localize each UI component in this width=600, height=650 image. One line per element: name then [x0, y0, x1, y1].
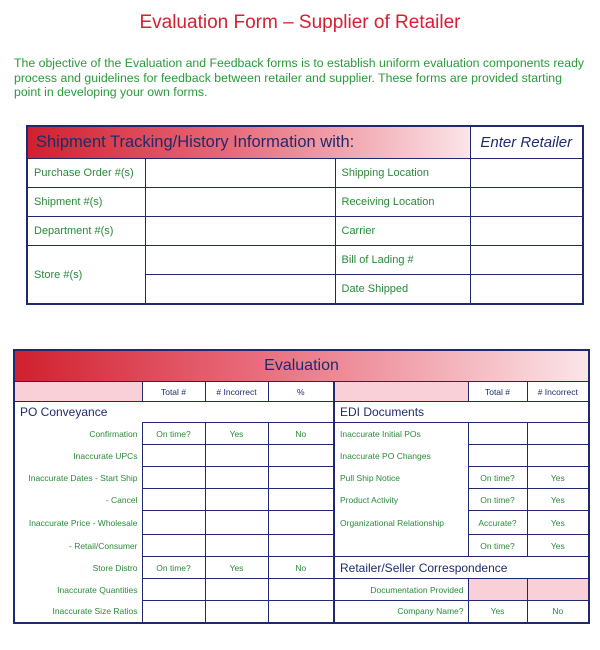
right-total-header: Total #: [468, 382, 527, 402]
size-ratios-incorrect[interactable]: [205, 601, 268, 623]
size-ratios-label: Inaccurate Size Ratios: [14, 601, 142, 623]
department-label: Department #(s): [27, 217, 145, 246]
shipping-location-label: Shipping Location: [335, 159, 470, 188]
intro-paragraph: The objective of the Evaluation and Feedback forms is to establish uniform evaluation components ready process and guidelines for feedback between retailer and supplier. These forms are provided starting point in developing your own forms.: [14, 56, 585, 99]
pull-ship-notice-label: Pull Ship Notice: [334, 467, 468, 489]
initial-pos-total[interactable]: [468, 423, 527, 445]
store-distro-incorrect[interactable]: Yes: [205, 557, 268, 579]
price-wholesale-label: Inaccurate Price - Wholesale: [14, 511, 142, 535]
org-relationship-label: Organizational Relationship: [334, 511, 468, 535]
carrier-label: Carrier: [335, 217, 470, 246]
org-relationship-incorrect[interactable]: Yes: [527, 511, 589, 535]
shipment-number-field[interactable]: [145, 188, 335, 217]
price-wholesale-pct[interactable]: [268, 511, 334, 535]
start-ship-label: Inaccurate Dates - Start Ship: [14, 467, 142, 489]
confirmation-incorrect[interactable]: Yes: [205, 423, 268, 445]
company-name-total[interactable]: Yes: [468, 601, 527, 623]
correspondence-heading: Retailer/Seller Correspondence: [334, 557, 589, 579]
inaccurate-upcs-label: Inaccurate UPCs: [14, 445, 142, 467]
inaccurate-upcs-total[interactable]: [142, 445, 205, 467]
left-incorrect-header: # Incorrect: [205, 382, 268, 402]
purchase-order-label: Purchase Order #(s): [27, 159, 145, 188]
bill-of-lading-label: Bill of Lading #: [335, 246, 470, 275]
cancel-total[interactable]: [142, 489, 205, 511]
documentation-provided-total[interactable]: [468, 579, 527, 601]
carrier-field[interactable]: [470, 217, 583, 246]
receiving-location-label: Receiving Location: [335, 188, 470, 217]
store-distro-total[interactable]: On time?: [142, 557, 205, 579]
store-distro-pct[interactable]: No: [268, 557, 334, 579]
enter-retailer-field[interactable]: Enter Retailer: [470, 126, 583, 159]
store-label: Store #(s): [27, 246, 145, 305]
department-field[interactable]: [145, 217, 335, 246]
right-subheader-blank: [334, 382, 468, 402]
start-ship-pct[interactable]: [268, 467, 334, 489]
left-pct-header: %: [268, 382, 334, 402]
price-wholesale-incorrect[interactable]: [205, 511, 268, 535]
product-activity-total[interactable]: On time?: [468, 489, 527, 511]
confirmation-pct[interactable]: No: [268, 423, 334, 445]
pull-ship-notice-incorrect[interactable]: Yes: [527, 467, 589, 489]
left-subheader-blank: [14, 382, 142, 402]
inaccurate-upcs-incorrect[interactable]: [205, 445, 268, 467]
po-changes-total[interactable]: [468, 445, 527, 467]
documentation-provided-incorrect[interactable]: [527, 579, 589, 601]
unlabeled-edi-incorrect[interactable]: Yes: [527, 535, 589, 557]
unlabeled-edi-label: [334, 535, 468, 557]
shipment-number-label: Shipment #(s): [27, 188, 145, 217]
unlabeled-edi-total[interactable]: On time?: [468, 535, 527, 557]
right-incorrect-header: # Incorrect: [527, 382, 589, 402]
shipping-location-field[interactable]: [470, 159, 583, 188]
shipment-header: Shipment Tracking/History Information with:: [27, 126, 470, 159]
start-ship-incorrect[interactable]: [205, 467, 268, 489]
retail-consumer-pct[interactable]: [268, 535, 334, 557]
retail-consumer-total[interactable]: [142, 535, 205, 557]
start-ship-total[interactable]: [142, 467, 205, 489]
purchase-order-field[interactable]: [145, 159, 335, 188]
receiving-location-field[interactable]: [470, 188, 583, 217]
company-name-label: Company Name?: [334, 601, 468, 623]
product-activity-label: Product Activity: [334, 489, 468, 511]
bill-of-lading-field[interactable]: [470, 246, 583, 275]
page-title: Evaluation Form – Supplier of Retailer: [139, 12, 461, 33]
retail-consumer-incorrect[interactable]: [205, 535, 268, 557]
po-changes-label: Inaccurate PO Changes: [334, 445, 468, 467]
inaccurate-quantities-total[interactable]: [142, 579, 205, 601]
cancel-pct[interactable]: [268, 489, 334, 511]
org-relationship-total[interactable]: Accurate?: [468, 511, 527, 535]
edi-documents-heading: EDI Documents: [334, 402, 589, 423]
inaccurate-upcs-pct[interactable]: [268, 445, 334, 467]
po-changes-incorrect[interactable]: [527, 445, 589, 467]
evaluation-header: Evaluation: [14, 350, 589, 382]
size-ratios-pct[interactable]: [268, 601, 334, 623]
po-conveyance-heading: PO Conveyance: [14, 402, 334, 423]
cancel-incorrect[interactable]: [205, 489, 268, 511]
evaluation-table: [13, 349, 590, 624]
inaccurate-quantities-incorrect[interactable]: [205, 579, 268, 601]
confirmation-total[interactable]: On time?: [142, 423, 205, 445]
store-distro-label: Store Distro: [14, 557, 142, 579]
initial-pos-incorrect[interactable]: [527, 423, 589, 445]
retail-consumer-label: - Retail/Consumer: [14, 535, 142, 557]
size-ratios-total[interactable]: [142, 601, 205, 623]
price-wholesale-total[interactable]: [142, 511, 205, 535]
pull-ship-notice-total[interactable]: On time?: [468, 467, 527, 489]
date-shipped-label: Date Shipped: [335, 275, 470, 305]
date-shipped-field[interactable]: [470, 275, 583, 305]
product-activity-incorrect[interactable]: Yes: [527, 489, 589, 511]
confirmation-label: Confirmation: [14, 423, 142, 445]
initial-pos-label: Inaccurate Initial POs: [334, 423, 468, 445]
cancel-label: - Cancel: [14, 489, 142, 511]
inaccurate-quantities-pct[interactable]: [268, 579, 334, 601]
company-name-incorrect[interactable]: No: [527, 601, 589, 623]
left-total-header: Total #: [142, 382, 205, 402]
documentation-provided-label: Documentation Provided: [334, 579, 468, 601]
store-field-2[interactable]: [145, 275, 335, 305]
inaccurate-quantities-label: Inaccurate Quantities: [14, 579, 142, 601]
shipment-tracking-table: [26, 125, 584, 305]
store-field-1[interactable]: [145, 246, 335, 275]
